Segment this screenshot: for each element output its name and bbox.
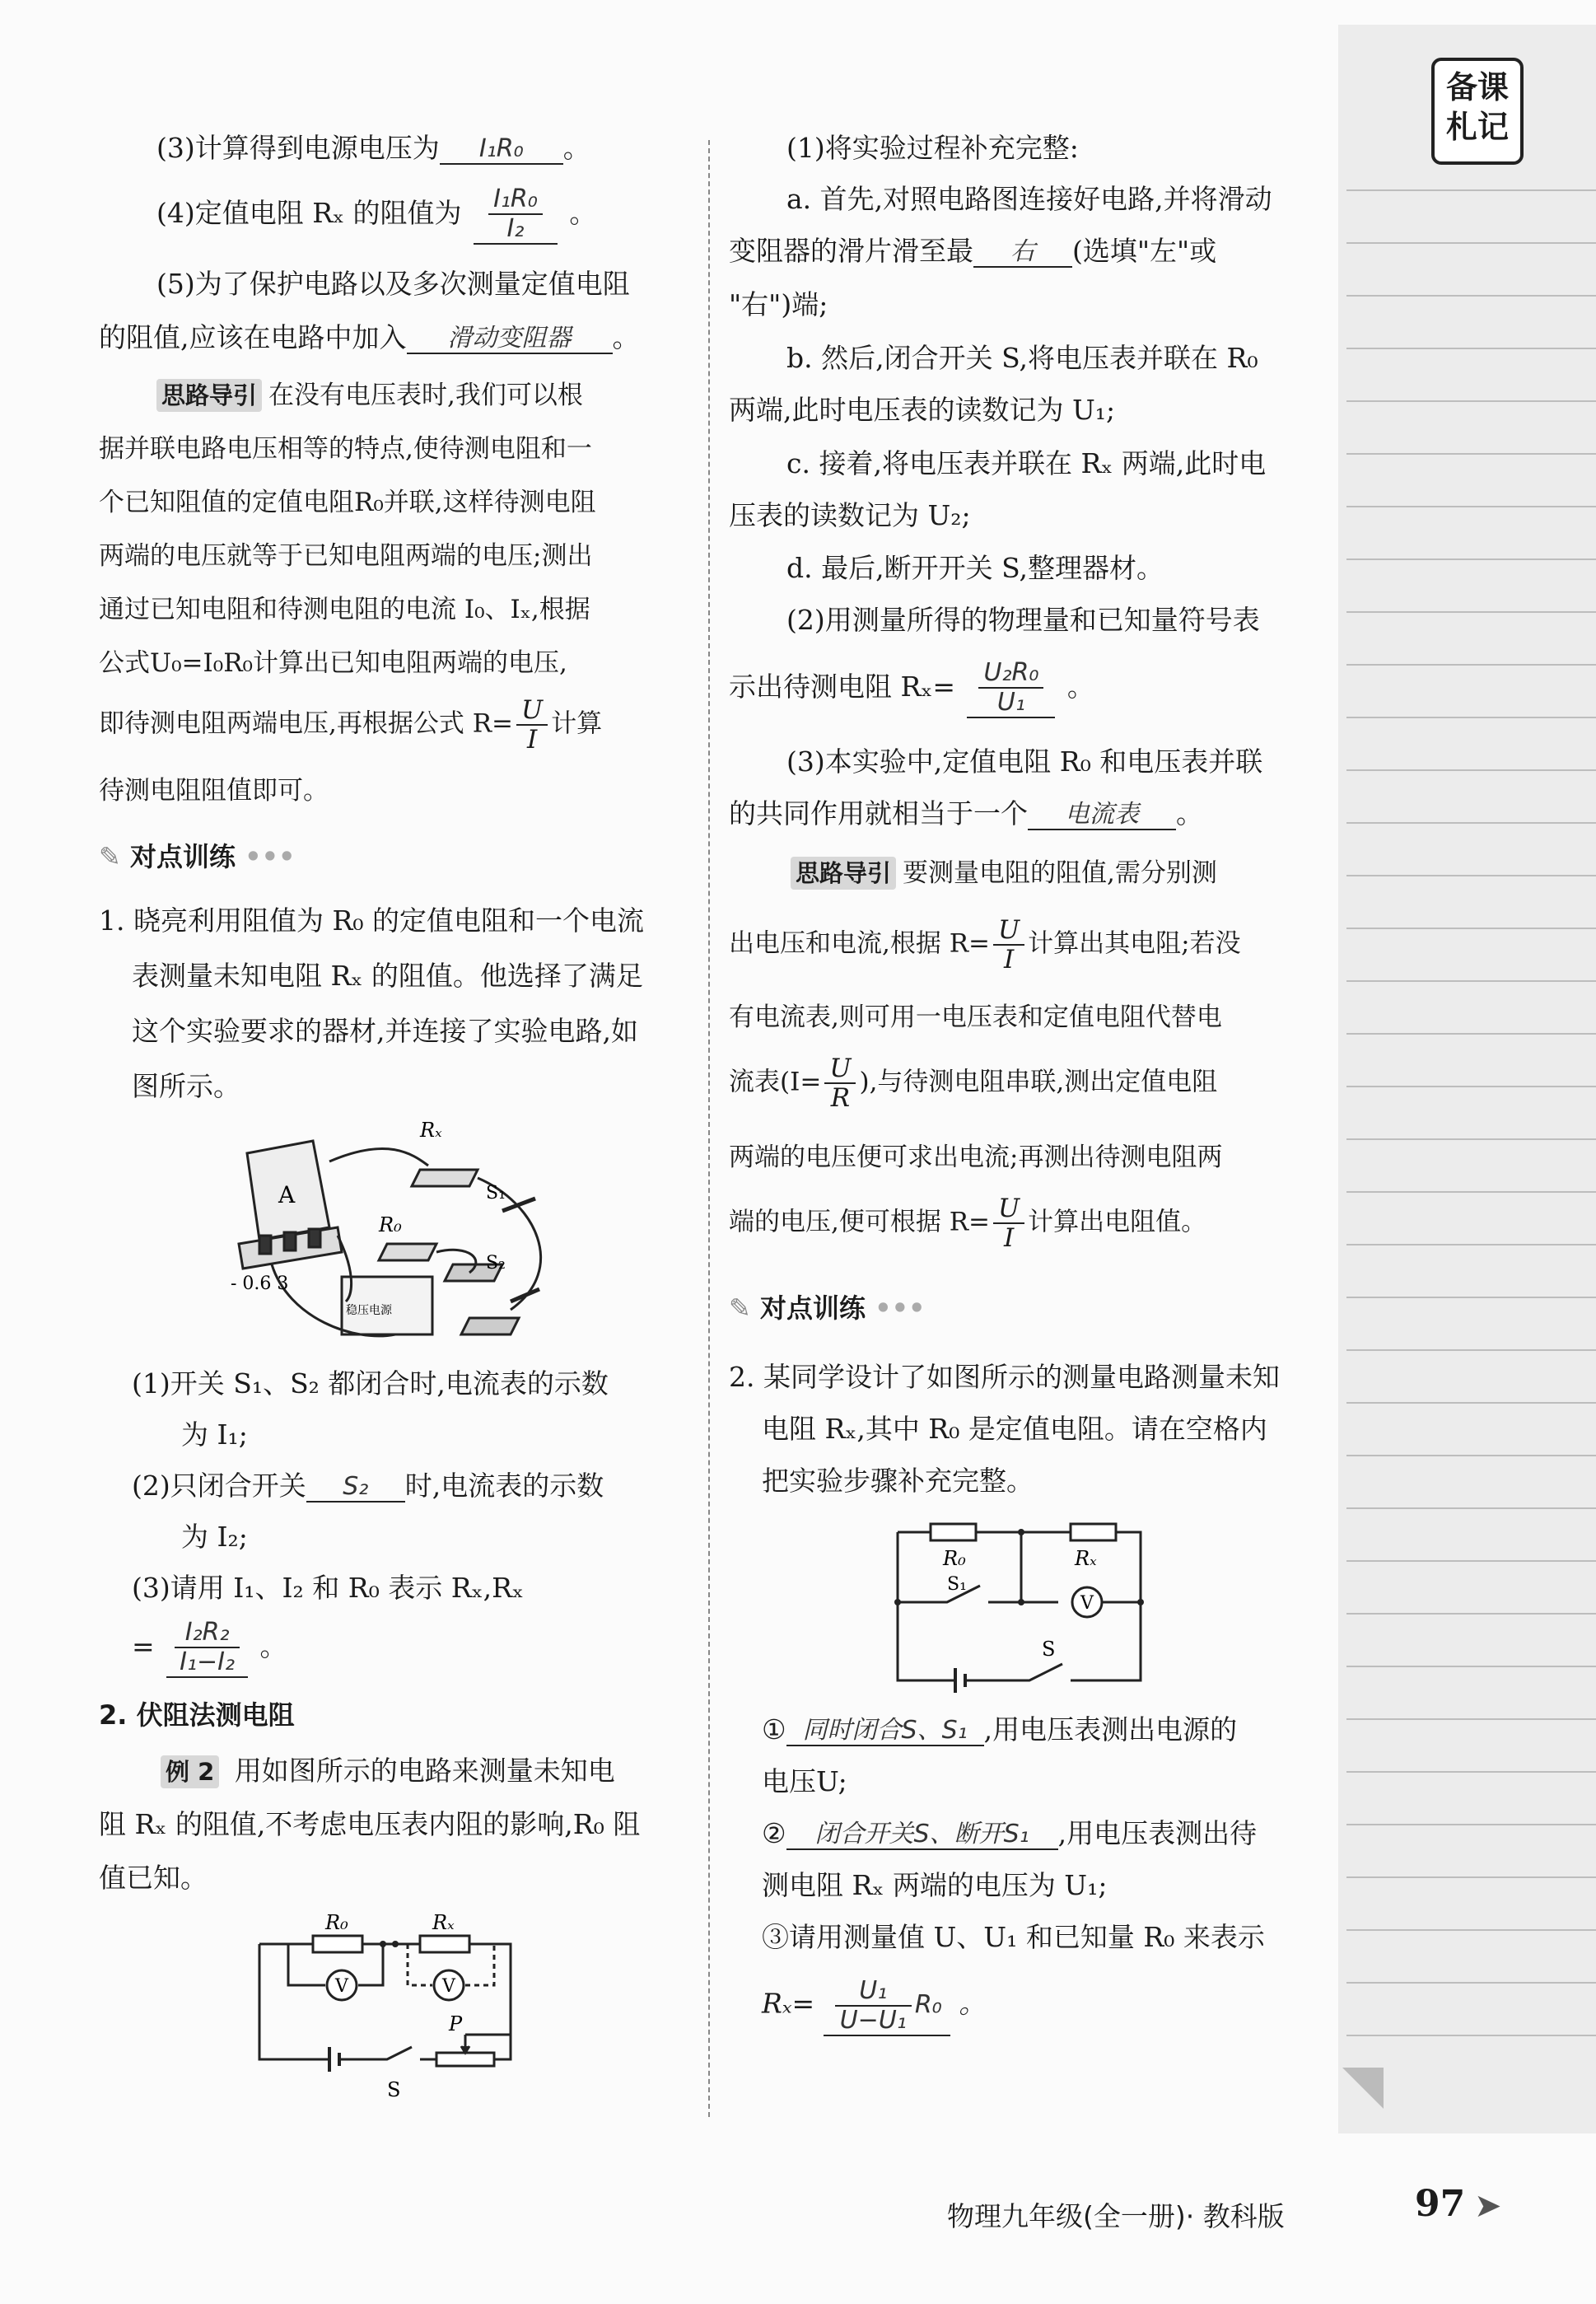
- stamp-bottom: 札记: [1445, 109, 1509, 145]
- fig1-range: - 0.6 3: [231, 1274, 289, 1294]
- fig3-rx: Rₓ: [1075, 1547, 1097, 1570]
- g2-pre: 出电压和电流,根据 R=: [729, 928, 991, 959]
- rb-line1: b. 然后,闭合开关 S,将电压表并联在 R₀: [786, 342, 1258, 374]
- fig3-v: V: [1080, 1593, 1094, 1614]
- corner-arrow-icon: ➤: [1474, 2187, 1502, 2225]
- s2-line1: [132, 1470, 604, 1503]
- note-line: [1346, 611, 1596, 613]
- s2-line2: 为 I₂;: [181, 1521, 248, 1553]
- r2-answer: [967, 659, 1055, 718]
- st1-post: ,用电压表测出电源的: [983, 1713, 1238, 1746]
- st1-line1: [762, 1713, 1237, 1746]
- note-line: [1346, 1876, 1596, 1878]
- r2-post: 。: [1066, 671, 1094, 703]
- r2-num: U₂R₀: [978, 659, 1043, 689]
- circuit-figure-2: [247, 1911, 535, 2109]
- s3-line2: [132, 1619, 287, 1678]
- fig2-r0: R₀: [325, 1911, 348, 1934]
- fig3-s1: S₁: [947, 1574, 967, 1595]
- note-line: [1346, 1191, 1596, 1193]
- st3-post: 。: [959, 1987, 987, 2020]
- note-line: [1346, 1771, 1596, 1773]
- r3-line2: [729, 797, 1203, 830]
- st1-line2: 电压U;: [762, 1765, 847, 1797]
- fig2-v1: V: [335, 1976, 348, 1997]
- fig3-r0: R₀: [943, 1547, 966, 1570]
- st3-answer: [824, 1977, 950, 2036]
- guide-line2: 据并联电路电压相等的特点,使待测电阻和一: [99, 434, 592, 464]
- dots-icon: •••: [245, 841, 296, 872]
- note-line: [1346, 295, 1596, 297]
- p1-line3: 这个实验要求的器材,并连接了实验电路,如: [132, 1015, 638, 1047]
- guide7-post: 计算: [551, 708, 603, 739]
- s3-num: I₂R₂: [175, 1619, 240, 1648]
- ra2-answer: 右: [973, 238, 1072, 268]
- guide7-pre: 即待测电阻两端电压,再根据公式 R=: [99, 708, 514, 739]
- q3-post: 。: [562, 132, 590, 164]
- note-line: [1346, 1297, 1596, 1298]
- circuit-figure-3: [889, 1507, 1153, 1705]
- g2-fraction: [993, 916, 1024, 974]
- st3-line2: [762, 1977, 986, 2036]
- r1-line: (1)将实验过程补充完整:: [786, 132, 1079, 164]
- r2-den: U₁: [996, 688, 1025, 717]
- q4-answer: [474, 185, 558, 245]
- note-line: [1346, 1613, 1596, 1615]
- p1-line1: 1. 晓亮利用阻值为 R₀ 的定值电阻和一个电流: [99, 904, 645, 937]
- st3-pre: Rₓ=: [762, 1987, 815, 2020]
- note-line: [1346, 1982, 1596, 1984]
- example-tag: 例 2: [161, 1755, 219, 1788]
- s3-line1: (3)请用 I₁、I₂ 和 R₀ 表示 Rₓ,Rₓ: [132, 1572, 524, 1604]
- note-line: [1346, 189, 1596, 191]
- guide-tag: 思路导引: [156, 379, 262, 412]
- rguide-line5: 两端的电压便可求出电流;再测出待测电阻两: [729, 1143, 1223, 1172]
- train-heading-left: [99, 840, 295, 873]
- note-line: [1346, 928, 1596, 929]
- r3-post: 。: [1176, 797, 1203, 830]
- note-line: [1346, 400, 1596, 402]
- s3-answer: [166, 1619, 248, 1678]
- note-line: [1346, 1560, 1596, 1562]
- train-title-left: 对点训练: [129, 841, 236, 872]
- dots-icon: •••: [875, 1292, 926, 1324]
- ra2-post: (选填"左"或: [1072, 235, 1217, 267]
- g4-den: R: [830, 1083, 851, 1113]
- note-line: [1346, 348, 1596, 349]
- p2-line2: 电阻 Rₓ,其中 R₀ 是定值电阻。请在空格内: [762, 1413, 1267, 1445]
- rguide-line2: [729, 916, 1241, 974]
- rguide-line4: [729, 1054, 1217, 1112]
- g6-num: U: [993, 1194, 1024, 1224]
- p2-line1: 2. 某同学设计了如图所示的测量电路测量未知: [729, 1361, 1280, 1393]
- s2-pre: (2)只闭合开关: [132, 1470, 306, 1502]
- note-line: [1346, 1244, 1596, 1245]
- st1-pre: ①: [762, 1713, 786, 1746]
- q3-line: [156, 132, 590, 165]
- g2-num: U: [993, 916, 1024, 946]
- note-line: [1346, 1033, 1596, 1035]
- g6-den: I: [1003, 1223, 1015, 1253]
- q5-line2: [99, 321, 640, 354]
- notes-margin: [1338, 25, 1596, 2133]
- g2-den: I: [1003, 945, 1015, 974]
- note-line: [1346, 453, 1596, 455]
- fig2-p: P: [449, 2012, 463, 2035]
- rguide-line1: [791, 857, 1217, 890]
- guide-line3: 个已知阻值的定值电阻R₀并联,这样待测电阻: [99, 488, 596, 517]
- ex2-line3: 值已知。: [99, 1862, 208, 1894]
- st2-post: ,用电压表测出待: [1057, 1817, 1258, 1849]
- s1-line2: 为 I₁;: [181, 1418, 248, 1451]
- g4-num: U: [824, 1054, 856, 1084]
- p1-line4: 图所示。: [132, 1070, 240, 1102]
- st2-pre: ②: [762, 1817, 786, 1849]
- edit-icon: ✎: [99, 841, 121, 872]
- note-line: [1346, 664, 1596, 666]
- st3-tail: R₀: [914, 1990, 942, 2020]
- p2-line3: 把实验步骤补充完整。: [762, 1465, 1034, 1497]
- note-line: [1346, 242, 1596, 244]
- apparatus-figure: [222, 1104, 585, 1351]
- note-line: [1346, 506, 1596, 507]
- rc-line1: c. 接着,将电压表并联在 Rₓ 两端,此时电: [786, 447, 1267, 479]
- q4-den: I₂: [506, 214, 525, 243]
- guide-line8: 待测电阻阻值即可。: [99, 776, 329, 806]
- q5-line1: (5)为了保护电路以及多次测量定值电阻: [156, 268, 630, 300]
- st2-answer: 闭合开关S、断开S₁: [786, 1820, 1058, 1850]
- r2-line1: (2)用测量所得的物理量和已知量符号表: [786, 604, 1260, 636]
- train-title-right: 对点训练: [759, 1292, 866, 1324]
- st3-den: U−U₁: [839, 2006, 907, 2035]
- s2-post: 时,电流表的示数: [404, 1470, 604, 1502]
- r2-pre: 示出待测电阻 Rₓ=: [729, 671, 955, 703]
- note-line: [1346, 1086, 1596, 1087]
- ra2-pre: 变阻器的滑片滑至最: [729, 235, 973, 267]
- note-line: [1346, 1929, 1596, 1931]
- footer-text: 物理九年级(全一册)· 教科版: [947, 2200, 1285, 2232]
- rd-line: d. 最后,断开开关 S,整理器材。: [786, 552, 1164, 584]
- r2-line2: [729, 659, 1094, 718]
- train-heading-right: [729, 1292, 925, 1325]
- column-divider: [708, 140, 710, 2117]
- note-line: [1346, 822, 1596, 824]
- ex2-line1: [161, 1755, 615, 1788]
- note-line: [1346, 980, 1596, 982]
- g6-post: 计算出电阻值。: [1028, 1207, 1207, 1237]
- note-line: [1346, 1718, 1596, 1720]
- note-line: [1346, 1349, 1596, 1351]
- ra-line2: [729, 235, 1216, 268]
- fig1-s1: S₁: [486, 1183, 506, 1203]
- fig2-rx: Rₓ: [432, 1911, 455, 1934]
- fig2-s: S: [387, 2078, 401, 2101]
- note-line: [1346, 717, 1596, 718]
- q3-text: (3)计算得到电源电压为: [156, 132, 440, 164]
- q4-num: I₁R₀: [488, 185, 543, 215]
- fig1-r0: R₀: [379, 1213, 402, 1236]
- note-line: [1346, 1507, 1596, 1509]
- p1-line2: 表测量未知电阻 Rₓ 的阻值。他选择了满足: [132, 960, 643, 992]
- guide-line6: 公式U₀=I₀R₀计算出已知电阻两端的电压,: [99, 648, 567, 678]
- ammeter-label: A: [278, 1181, 296, 1208]
- q4-text: (4)定值电阻 Rₓ 的阻值为: [156, 197, 462, 229]
- page-curl: [1342, 2068, 1384, 2109]
- s3-post: 。: [259, 1630, 287, 1662]
- q4-line: [156, 185, 596, 245]
- fig1-s2: S₂: [486, 1253, 506, 1274]
- guide-line7: [99, 696, 602, 754]
- s1-line1: (1)开关 S₁、S₂ 都闭合时,电流表的示数: [132, 1367, 609, 1400]
- q3-answer: I₁R₀: [440, 135, 563, 165]
- note-line: [1346, 558, 1596, 560]
- stamp-top: 备课: [1445, 69, 1509, 105]
- rguide-line6: [729, 1194, 1206, 1252]
- q5-answer: 滑动变阻器: [407, 325, 613, 354]
- rb-line2: 两端,此时电压表的读数记为 U₁;: [729, 394, 1116, 426]
- r3-pre: 的共同作用就相当于一个: [729, 797, 1028, 830]
- ra-line3: "右")端;: [729, 288, 828, 320]
- g2-post: 计算出其电阻;若没: [1028, 928, 1241, 959]
- notes-stamp: [1431, 58, 1524, 165]
- g6-fraction: [993, 1194, 1024, 1252]
- q4-post: 。: [569, 197, 597, 229]
- s3-den: I₁−I₂: [180, 1647, 236, 1676]
- guide-line4: 两端的电压就等于已知电阻两端的电压;测出: [99, 541, 593, 571]
- guide7-den: I: [526, 725, 538, 755]
- g4-post: ),与待测电阻串联,测出定值电阻: [859, 1067, 1218, 1097]
- guide7-num: U: [516, 696, 548, 726]
- section2-title: 2. 伏阻法测电阻: [99, 1699, 295, 1731]
- r3-answer: 电流表: [1028, 801, 1176, 830]
- ra-line1: a. 首先,对照电路图连接好电路,并将滑动: [786, 183, 1272, 215]
- st2-line1: [762, 1817, 1257, 1850]
- q5-post: 。: [612, 321, 640, 353]
- ex2-line2: 阻 Rₓ 的阻值,不考虑电压表内阻的影响,R₀ 阻: [99, 1808, 641, 1840]
- s2-answer: S₂: [306, 1473, 405, 1503]
- edit-icon: ✎: [729, 1292, 751, 1324]
- s3-eq: =: [132, 1630, 155, 1662]
- rguide-line3: 有电流表,则可用一电压表和定值电阻代替电: [729, 1002, 1222, 1032]
- fig1-rx: Rₓ: [420, 1119, 442, 1142]
- note-line: [1346, 769, 1596, 771]
- q5-text: 的阻值,应该在电路中加入: [99, 321, 407, 353]
- note-line: [1346, 1455, 1596, 1456]
- g4-pre: 流表(I=: [729, 1067, 822, 1097]
- st3-num: U₁: [835, 1977, 912, 2007]
- ex2-text-1: 用如图所示的电路来测量未知电: [234, 1755, 615, 1787]
- guide7-fraction: [516, 696, 548, 754]
- g6-pre: 端的电压,便可根据 R=: [729, 1207, 991, 1237]
- fig1-battery: 稳压电源: [346, 1304, 392, 1317]
- guide-line1: [156, 379, 583, 412]
- guide-text-1: 在没有电压表时,我们可以根: [268, 381, 583, 410]
- fig2-v2: V: [442, 1976, 455, 1997]
- note-line: [1346, 1402, 1596, 1404]
- st2-line2: 测电阻 Rₓ 两端的电压为 U₁;: [762, 1869, 1108, 1901]
- note-line: [1346, 1824, 1596, 1825]
- st3-line1: ③请用测量值 U、U₁ 和已知量 R₀ 来表示: [762, 1921, 1265, 1953]
- st1-answer: 同时闭合S、S₁: [786, 1717, 984, 1746]
- guide-line5: 通过已知电阻和待测电阻的电流 I₀、Iₓ,根据: [99, 595, 590, 624]
- fig3-s: S: [1042, 1638, 1056, 1661]
- r3-line1: (3)本实验中,定值电阻 R₀ 和电压表并联: [786, 745, 1263, 778]
- rguide-text-1: 要测量电阻的阻值,需分别测: [903, 858, 1217, 888]
- page-number: 97: [1415, 2183, 1466, 2225]
- note-line: [1346, 1138, 1596, 1140]
- rguide-tag: 思路导引: [791, 857, 896, 890]
- note-line: [1346, 1666, 1596, 1667]
- g4-fraction: [824, 1054, 856, 1112]
- note-line: [1346, 2035, 1596, 2036]
- rc-line2: 压表的读数记为 U₂;: [729, 499, 971, 531]
- note-line: [1346, 875, 1596, 876]
